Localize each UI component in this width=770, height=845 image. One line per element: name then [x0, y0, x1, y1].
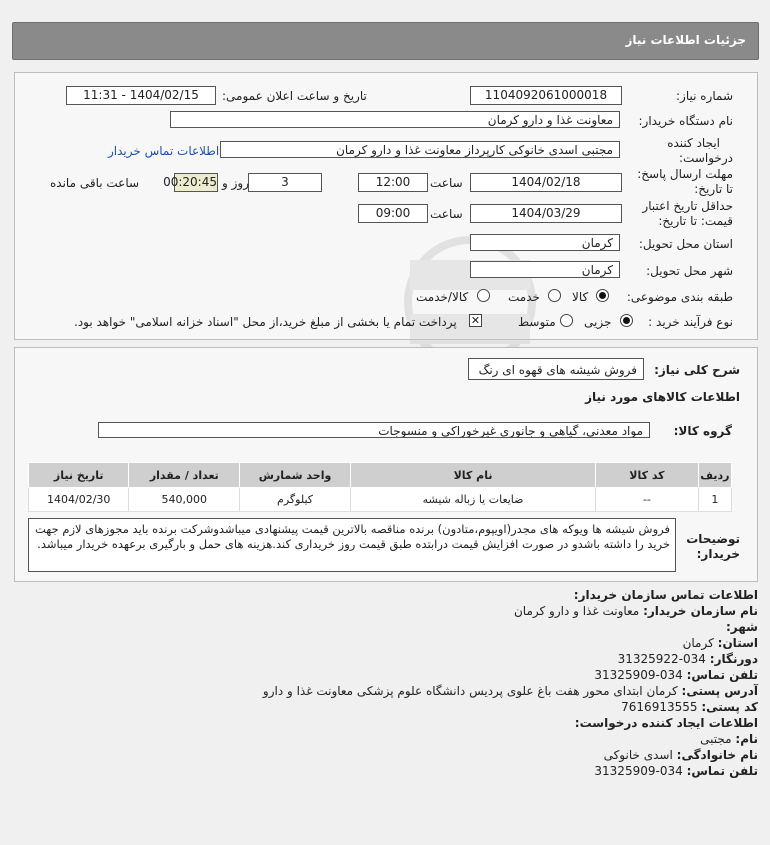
validity-label-1: حداقل تاریخ اعتبار: [642, 199, 733, 213]
city-line: شهر:: [726, 620, 758, 634]
purchase-option-medium: متوسط: [518, 315, 556, 329]
summary-label: شرح کلی نیاز:: [654, 363, 740, 377]
creator-field: مجتبی اسدی خانوکی کارپرداز معاونت غذا و دارو کرمان: [220, 141, 620, 158]
payment-note: پرداخت تمام یا بخشی از مبلغ خرید،از محل "اسناد خزانه اسلامی" خواهد بود.: [74, 315, 457, 329]
validity-time-field: 09:00: [358, 204, 428, 223]
page-title: جزئیات اطلاعات نیاز: [625, 33, 746, 47]
cell-qty: 540,000: [129, 488, 240, 512]
province-label: استان محل تحویل:: [638, 237, 733, 251]
goods-info-title: اطلاعات کالاهای مورد نیاز: [585, 390, 740, 404]
col-qty: تعداد / مقدار: [129, 463, 240, 488]
fax-line: دورنگار: 034-31325922: [617, 652, 758, 666]
col-row: ردیف: [698, 463, 731, 488]
city-label: شهر محل تحویل:: [646, 264, 733, 278]
province-line: استان: کرمان: [682, 636, 758, 650]
days-label: روز و: [222, 176, 249, 190]
buyer-org-label: نام دستگاه خریدار:: [638, 114, 733, 128]
category-radio-service[interactable]: [548, 289, 561, 302]
remaining-label: ساعت باقی مانده: [50, 176, 140, 190]
table-header-row: [29, 463, 732, 488]
deadline-time-field: 12:00: [358, 173, 428, 192]
org-contact-title: اطلاعات تماس سازمان خریدار:: [573, 588, 758, 602]
first-name-line: نام: مجتبی: [700, 732, 758, 746]
treasury-checkbox[interactable]: ✕: [470, 314, 481, 327]
purchase-label: نوع فرآیند خرید :: [648, 315, 733, 329]
validity-time-label: ساعت: [430, 207, 463, 221]
validity-date-field: 1404/03/29: [470, 204, 622, 223]
need-number-field: 1104092061000018: [470, 86, 622, 105]
col-code: کد کالا: [596, 463, 698, 488]
cell-name: ضایعات یا زباله شیشه: [350, 488, 595, 512]
category-option-goods-service: کالا/خدمت: [416, 290, 469, 304]
creator-phone-line: تلفن تماس: 034-31325909: [594, 764, 758, 778]
category-option-service: خدمت: [508, 290, 540, 304]
group-label: گروه کالا:: [673, 424, 732, 438]
phone-line: تلفن تماس: 034-31325909: [594, 668, 758, 682]
creator-info-title: اطلاعات ایجاد کننده درخواست:: [574, 716, 758, 730]
deadline-time-label: ساعت: [430, 176, 463, 190]
category-radio-goods[interactable]: [596, 289, 609, 302]
announce-label: تاریخ و ساعت اعلان عمومی:: [222, 89, 367, 103]
category-label: طبقه بندی موضوعی:: [626, 290, 733, 304]
cell-date: 1404/02/30: [29, 488, 129, 512]
validity-label-2: قیمت: تا تاریخ:: [658, 214, 733, 228]
last-name-line: نام خانوادگی: اسدی خانوکی: [603, 748, 758, 762]
page-header: [12, 22, 759, 60]
notes-label-1: توضیحات: [686, 532, 740, 546]
buyer-org-field: معاونت غذا و دارو کرمان: [170, 111, 620, 128]
deadline-date-field: 1404/02/18: [470, 173, 622, 192]
need-number-label: شماره نیاز:: [676, 89, 733, 103]
col-date: تاریخ نیاز: [29, 463, 129, 488]
col-unit: واحد شمارش: [240, 463, 351, 488]
goods-table: [28, 462, 732, 512]
remaining-time-field: 00:20:45: [174, 173, 218, 192]
cell-unit: کیلوگرم: [240, 488, 351, 512]
deadline-label-2: تا تاریخ:: [694, 182, 733, 196]
city-field: کرمان: [470, 261, 620, 278]
remaining-days-field: 3: [248, 173, 322, 192]
purchase-option-minor: جزیی: [584, 315, 612, 329]
announce-field: 1404/02/15 - 11:31: [66, 86, 216, 105]
buyer-contact-link[interactable]: اطلاعات تماس خریدار: [108, 144, 220, 158]
notes-label-2: خریدار:: [696, 547, 740, 561]
address-line: آدرس پستی: کرمان ابتدای محور هفت باغ علوی پردیس دانشگاه علوم پزشکی معاونت غذا و دارو: [262, 684, 758, 698]
buyer-notes-box: فروش شیشه ها ویوکه های مجدر(اویپوم،متادون) برنده مناقصه بالاترین قیمت پیشنهادی میباشدوشرکت برنده باید مجوزهای لازم جهت خرید را داشته باشدو در صورت افزایش قیمت درابتده طبق قیمت روز خریداری کند.هزینه های حمل و بارگیری برعهده خریدار میباشد.: [28, 518, 676, 572]
creator-label-1: ایجاد کننده: [667, 136, 720, 150]
buyer-name-line: نام سازمان خریدار: معاونت غذا و دارو کرمان: [513, 604, 758, 618]
col-name: نام کالا: [350, 463, 595, 488]
group-field: مواد معدنی، گیاهی و جانوری غیرخوراکی و منسوجات: [98, 422, 650, 438]
cell-row: 1: [698, 488, 731, 512]
category-radio-goods-service[interactable]: [477, 289, 490, 302]
category-option-goods: کالا: [572, 290, 589, 304]
postal-line: کد پستی: 7616913555: [621, 700, 758, 714]
creator-label-2: درخواست:: [679, 151, 733, 165]
province-field: کرمان: [470, 234, 620, 251]
deadline-label-1: مهلت ارسال پاسخ:: [637, 167, 733, 181]
summary-field: فروش شیشه های قهوه ای رنگ: [468, 358, 644, 380]
cell-code: --: [596, 488, 698, 512]
purchase-radio-minor[interactable]: [620, 314, 633, 327]
table-row: [29, 488, 732, 512]
purchase-radio-medium[interactable]: [560, 314, 573, 327]
